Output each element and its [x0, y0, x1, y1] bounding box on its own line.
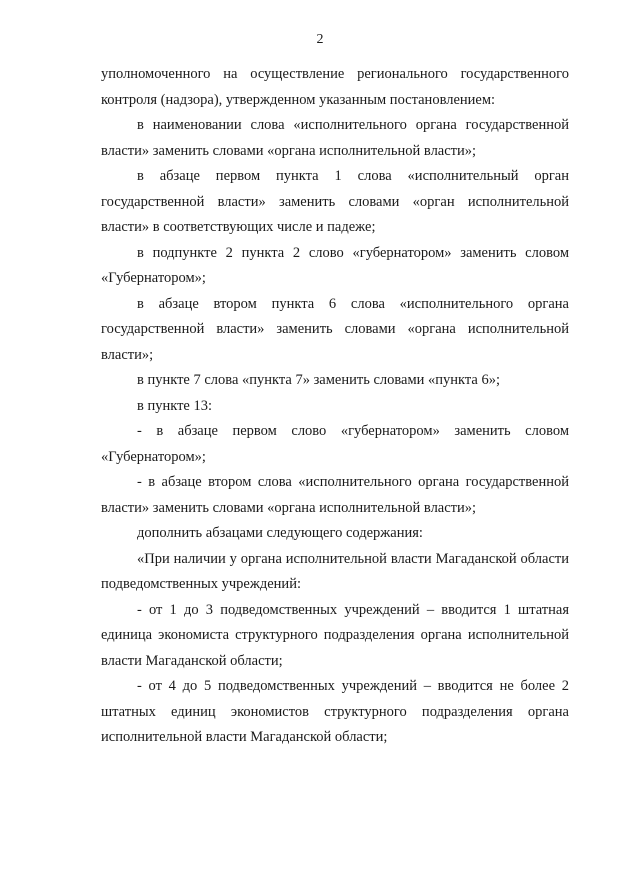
- paragraph: в подпункте 2 пункта 2 слово «губернатором» заменить словом «Губернатором»;: [101, 244, 569, 286]
- paragraph: «При наличии у органа исполнительной власти Магаданской области подведомственных учреждений:: [101, 550, 569, 592]
- paragraph: - от 1 до 3 подведомственных учреждений – вводится 1 штатная единица экономиста структурного подразделения органа исполнительной власти Магаданской области;: [101, 601, 569, 669]
- paragraph: дополнить абзацами следующего содержания:: [137, 525, 423, 541]
- paragraph: - в абзаце втором слова «исполнительного органа государственной власти» заменить словами «органа исполнительной власти»;: [101, 474, 569, 516]
- paragraph: в наименовании слова «исполнительного органа государственной власти» заменить словами «органа исполнительной власти»;: [101, 117, 569, 159]
- paragraph: в пункте 7 слова «пункта 7» заменить словами «пункта 6»;: [137, 372, 500, 388]
- paragraph: в пункте 13:: [137, 397, 213, 414]
- paragraph: в абзаце первом пункта 1 слова «исполнительный орган государственной власти» заменить словами «орган исполнительной власти» в соответствующих числе и падеже;: [101, 168, 569, 235]
- page-number: 2: [316, 32, 324, 47]
- paragraph: - в абзаце первом слово «губернатором» заменить словом «Губернатором»;: [101, 423, 569, 465]
- paragraph: в абзаце втором пункта 6 слова «исполнительного органа государственной власти» заменить словами «органа исполнительной власти»;: [101, 295, 569, 363]
- paragraph: - от 4 до 5 подведомственных учреждений – вводится не более 2 штатных единиц экономистов структурного подразделения органа исполнительной власти Магаданской области;: [101, 678, 569, 745]
- document-body: [101, 62, 569, 751]
- paragraph: уполномоченного на осуществление регионального государственного контроля (надзора), утвержденном указанным постановлением:: [101, 66, 569, 108]
